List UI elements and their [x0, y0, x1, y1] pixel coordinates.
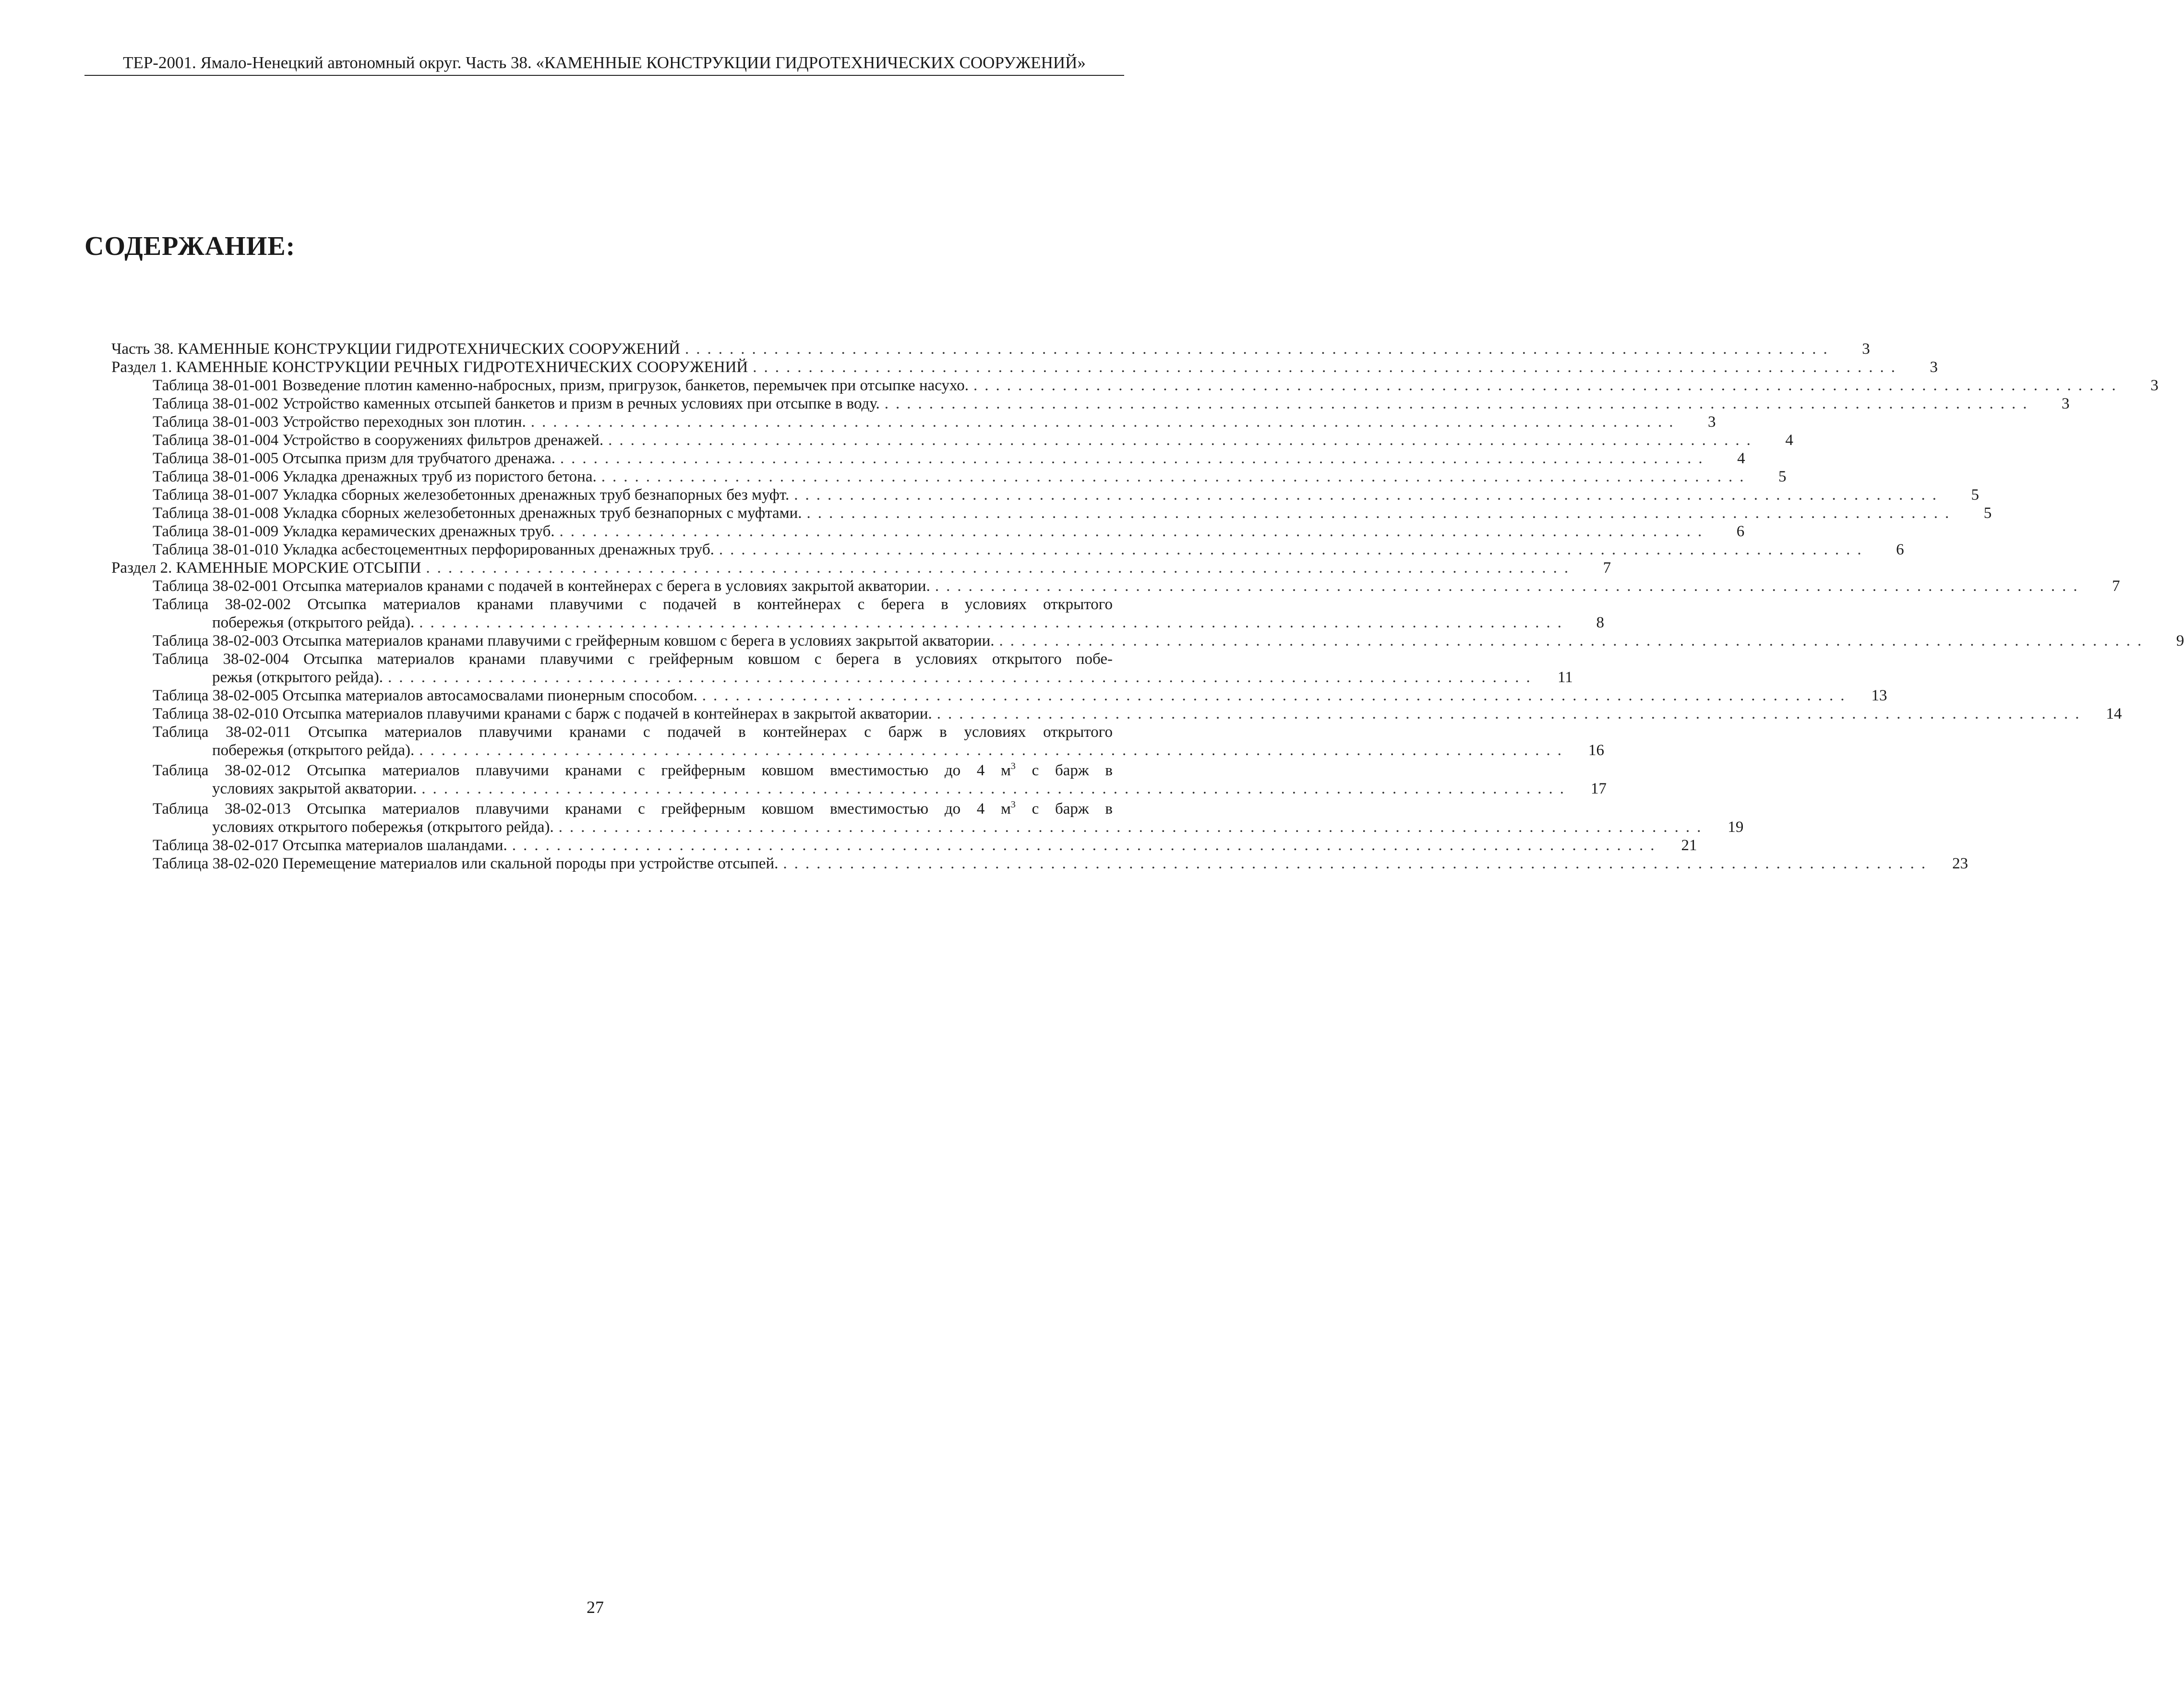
- leader-dots: .......................................................................................................: [684, 340, 1835, 358]
- toc-page-number: 5: [1983, 505, 1992, 522]
- toc-page-number: 16: [1588, 742, 1604, 759]
- toc-entry-text: Таблица 38-01-001 Возведение плотин каменно-набросных, призм, пригрузок, банкетов, перемычек при отсыпке насухо.: [153, 377, 969, 394]
- running-header: ТЕР-2001. Ямало-Ненецкий автономный округ. Часть 38. «КАМЕННЫЕ КОНСТРУКЦИИ ГИДРОТЕХНИЧЕСКИХ СООРУЖЕНИЙ»: [84, 52, 1124, 76]
- toc-entry-table-38-01-008[interactable]: [111, 504, 1992, 522]
- toc-entry-text: Таблица 38-01-004 Устройство в сооружениях фильтров дренажей.: [153, 432, 604, 449]
- toc-entry-section-2[interactable]: [111, 559, 1611, 577]
- toc-entry-table-38-02-011[interactable]: [111, 723, 1604, 759]
- toc-page-number: 6: [1896, 541, 1904, 558]
- toc-entry-table-38-01-006[interactable]: [111, 468, 1787, 486]
- toc-entry-table-38-02-004[interactable]: [111, 650, 1573, 686]
- toc-page-number: 3: [1862, 340, 1870, 358]
- toc-entry-text: Таблица 38-01-002 Устройство каменных отсыпей банкетов и призм в речных условиях при отсыпке в воду.: [153, 395, 880, 412]
- leader-dots: .......................................................................................................: [608, 432, 1758, 449]
- toc-page-number: 4: [1737, 450, 1745, 467]
- leader-dots: .......................................................................................................: [719, 541, 1869, 558]
- toc-page-number: 4: [1785, 432, 1793, 449]
- toc-page-number: 9: [2176, 632, 2184, 650]
- toc-entry-table-38-02-013[interactable]: [111, 799, 1744, 836]
- toc-entry-table-38-02-012[interactable]: [111, 761, 1607, 798]
- toc-entry-text: Часть 38. КАМЕННЫЕ КОНСТРУКЦИИ ГИДРОТЕХНИЧЕСКИХ СООРУЖЕНИЙ: [111, 340, 680, 358]
- leader-dots: .......................................................................................................: [935, 577, 2085, 595]
- toc-page-number: 13: [1871, 687, 1887, 704]
- toc-entry-text: Таблица 38-02-013 Отсыпка материалов плавучими кранами с грейферным ковшом вместимостью до 4 $м^3$ с барж в: [153, 799, 1113, 818]
- toc-entry-table-38-02-002[interactable]: [111, 595, 1604, 632]
- toc-page-number: 21: [1681, 837, 1697, 854]
- leader-dots: .......................................................................................................: [419, 742, 1569, 759]
- leader-dots: .......................................................................................................: [783, 855, 1933, 872]
- toc-page-number: 14: [2106, 705, 2122, 722]
- leader-dots: .......................................................................................................: [806, 505, 1956, 522]
- leader-dots: .......................................................................................................: [558, 818, 1708, 836]
- leader-dots: .......................................................................................................: [512, 837, 1662, 854]
- toc-entry-text: Таблица 38-02-012 Отсыпка материалов плавучими кранами с грейферным ковшом вместимостью до 4 $м^3$ с барж в: [153, 761, 1113, 779]
- leader-dots: .......................................................................................................: [936, 705, 2087, 722]
- toc-entry-text: Таблица 38-01-008 Укладка сборных железобетонных дренажных труб безнапорных с муфтами.: [153, 505, 802, 522]
- leader-dots: .......................................................................................................: [999, 632, 2149, 650]
- leader-dots: .......................................................................................................: [530, 413, 1680, 431]
- toc-entry-text-continued: побережья (открытого рейда).: [212, 742, 415, 759]
- leader-dots: .......................................................................................................: [421, 780, 1571, 797]
- toc-entry-text: Раздел 1. КАМЕННЫЕ КОНСТРУКЦИИ РЕЧНЫХ ГИДРОТЕХНИЧЕСКИХ СООРУЖЕНИЙ: [111, 359, 748, 376]
- toc-entry-table-38-01-001[interactable]: [111, 376, 2159, 395]
- toc-entry-text-continued: условиях открытого побережья (открытого рейда).: [212, 818, 554, 836]
- toc-entry-text: Таблица 38-02-002 Отсыпка материалов кранами плавучими с подачей в контейнерах с берега в условиях открытого: [153, 596, 1113, 613]
- table-of-contents: [111, 340, 2184, 873]
- leader-dots: .......................................................................................................: [884, 395, 2034, 412]
- toc-entry-text: Таблица 38-02-011 Отсыпка материалов плавучими кранами с подачей в контейнерах с барж в условиях открытого: [153, 723, 1113, 741]
- toc-page-number: 11: [1558, 669, 1573, 686]
- toc-page-number: 3: [2062, 395, 2070, 412]
- leader-dots: .......................................................................................................: [794, 486, 1944, 504]
- toc-page-number: 3: [2150, 377, 2159, 394]
- toc-entry-text: Таблица 38-01-010 Укладка асбестоцементных перфорированных дренажных труб.: [153, 541, 714, 558]
- toc-entry-table-38-01-007[interactable]: [111, 486, 1979, 504]
- leader-dots: .......................................................................................................: [419, 614, 1569, 631]
- toc-entry-table-38-01-004[interactable]: [111, 431, 1793, 449]
- leader-dots: .......................................................................................................: [601, 468, 1751, 485]
- toc-entry-part-38[interactable]: [111, 340, 1870, 358]
- toc-entry-section-1[interactable]: [111, 358, 1938, 376]
- toc-entry-text: Таблица 38-02-004 Отсыпка материалов кранами плавучими с грейферным ковшом с берега в условиях открытого побе-: [153, 650, 1113, 668]
- toc-page-number: 19: [1728, 818, 1744, 836]
- toc-entry-text: Таблица 38-01-003 Устройство переходных зон плотин.: [153, 413, 526, 431]
- toc-entry-text: Таблица 38-02-003 Отсыпка материалов кранами плавучими с грейферным ковшом с берега в условиях закрытой акватории.: [153, 632, 995, 650]
- toc-page-number: 6: [1736, 523, 1745, 540]
- toc-page-number: 5: [1971, 486, 1979, 504]
- toc-entry-table-38-02-005[interactable]: [111, 686, 1887, 705]
- toc-entry-text: Таблица 38-01-007 Укладка сборных железобетонных дренажных труб безнапорных без муфт.: [153, 486, 790, 504]
- toc-entry-text: Таблица 38-02-017 Отсыпка материалов шаландами.: [153, 837, 507, 854]
- toc-page-number: 5: [1778, 468, 1787, 485]
- leader-dots: .......................................................................................................: [702, 687, 1852, 704]
- toc-entry-text: Таблица 38-02-020 Перемещение материалов или скальной породы при устройстве отсыпей.: [153, 855, 779, 872]
- toc-entry-text: Таблица 38-02-005 Отсыпка материалов автосамосвалами пионерным способом.: [153, 687, 697, 704]
- toc-page-number: 23: [1952, 855, 1968, 872]
- toc-entry-table-38-02-003[interactable]: [111, 632, 2184, 650]
- leader-dots: .......................................................................................................: [559, 523, 1709, 540]
- toc-entry-text: Таблица 38-02-001 Отсыпка материалов кранами с подачей в контейнерах с берега в условиях закрытой акватории.: [153, 577, 930, 595]
- toc-entry-table-38-02-001[interactable]: [111, 577, 2120, 595]
- toc-entry-table-38-01-003[interactable]: [111, 413, 1716, 431]
- toc-entry-table-38-01-010[interactable]: [111, 541, 1904, 559]
- leader-dots: .......................................................................................................: [560, 450, 1710, 467]
- toc-entry-text: Таблица 38-01-005 Отсыпка призм для трубчатого дренажа.: [153, 450, 555, 467]
- toc-entry-table-38-02-020[interactable]: [111, 854, 1968, 873]
- toc-entry-text-continued: побережья (открытого рейда).: [212, 614, 415, 631]
- toc-page-number: 17: [1591, 780, 1607, 797]
- toc-entry-text: Таблица 38-01-009 Укладка керамических дренажных труб.: [153, 523, 555, 540]
- toc-entry-table-38-02-010[interactable]: [111, 705, 2122, 723]
- toc-entry-table-38-02-017[interactable]: [111, 836, 1697, 854]
- toc-page-number: 8: [1596, 614, 1604, 631]
- contents-title: СОДЕРЖАНИЕ:: [84, 231, 296, 261]
- toc-entry-table-38-01-009[interactable]: [111, 522, 1745, 541]
- page-number: 27: [587, 1598, 604, 1617]
- toc-entry-table-38-01-002[interactable]: [111, 395, 2070, 413]
- toc-page-number: 3: [1707, 413, 1716, 431]
- leader-dots: .......................................................................................................: [753, 359, 1903, 376]
- toc-page-number: 7: [1603, 559, 1611, 577]
- toc-entry-text: Раздел 2. КАМЕННЫЕ МОРСКИЕ ОТСЫПИ: [111, 559, 421, 577]
- toc-entry-text: Таблица 38-01-006 Укладка дренажных труб из пористого бетона.: [153, 468, 597, 485]
- toc-entry-text: Таблица 38-02-010 Отсыпка материалов плавучими кранами с барж с подачей в контейнерах в закрытой акватории.: [153, 705, 932, 722]
- toc-entry-table-38-01-005[interactable]: [111, 449, 1745, 468]
- toc-page-number: 3: [1930, 359, 1938, 376]
- leader-dots: .......................................................................................................: [426, 559, 1576, 577]
- toc-page-number: 7: [2112, 577, 2120, 595]
- toc-entry-text-continued: условиях закрытой акватории.: [212, 780, 417, 797]
- leader-dots: .......................................................................................................: [973, 377, 2123, 394]
- leader-dots: .......................................................................................................: [388, 669, 1537, 686]
- toc-entry-text-continued: режья (открытого рейда).: [212, 669, 384, 686]
